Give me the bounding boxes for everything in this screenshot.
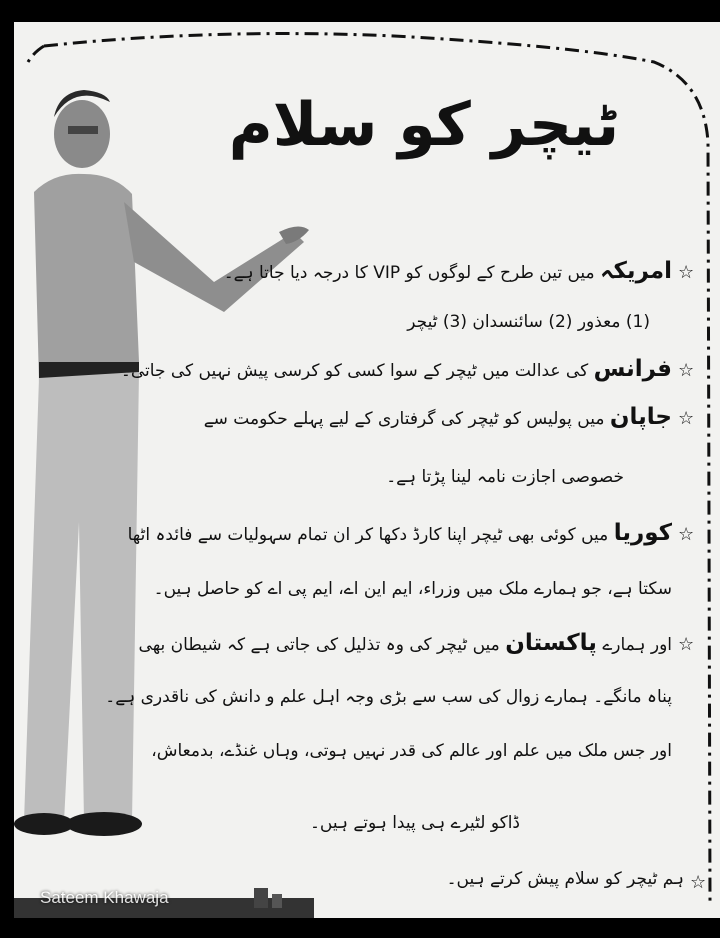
item-text: میں تین طرح کے لوگوں کو VIP کا درجہ دیا جاتا ہے۔ [223,263,595,283]
list-item [310,812,520,833]
list-item [407,312,650,332]
country-name: پاکستان [505,630,597,656]
item-text: میں ٹیچر کی وہ تذلیل کی جاتی ہے کہ شیطان بھی [138,635,500,655]
item-text: میں پولیس کو ٹیچر کی گرفتاری کے لیے پہلے حکومت سے [203,409,605,429]
item-text: سکتا ہے، جو ہمارے ملک میں وزراء، ایم این اے، ایم پی اے کو حاصل ہیں۔ [153,579,672,599]
poster-title: ٹیچر کو سلام [228,90,620,160]
list-item [204,404,672,430]
star-icon: ☆ [678,360,695,381]
item-text: ہم ٹیچر کو سلام پیش کرتے ہیں۔ [446,869,684,889]
item-text: کی عدالت میں ٹیچر کے سوا کسی کو کرسی پیش نہیں کی جاتی۔ [120,361,589,381]
star-icon: ☆ [678,262,695,283]
list-item [139,630,672,656]
item-text: خصوصی اجازت نامہ لینا پڑتا ہے۔ [386,467,624,487]
star-icon: ☆ [678,634,695,655]
list-item [386,466,624,487]
country-name: کوریا [613,520,672,546]
item-prefix: اور ہمارے [602,635,672,655]
item-text: (1) معذور (2) سائنسدان (3) ٹیچر [407,312,650,332]
list-item [128,520,672,546]
list-item [154,578,672,599]
country-name: جاپان [609,404,672,430]
watermark: Sateem Khawaja [40,888,169,907]
poster [14,22,720,918]
star-icon: ☆ [678,408,695,429]
list-item [121,356,672,382]
star-icon: ☆ [678,524,695,545]
content [14,22,720,918]
item-text: پناہ مانگے۔ ہمارے زوال کی سب سے بڑی وجہ اہل علم و دانش کی ناقدری ہے۔ [105,687,672,707]
star-icon: ☆ [690,872,707,893]
country-name: فرانس [593,356,672,382]
item-text: میں کوئی بھی ٹیچر اپنا کارڈ دکھا کر ان تمام سہولیات سے فائدہ اٹھا [127,525,609,545]
item-text: اور جس ملک میں علم اور عالم کی قدر نہیں ہوتی، وہاں غنڈے، بدمعاش، [151,741,672,761]
list-item [151,740,672,761]
country-name: امریکہ [600,258,672,284]
item-text: ڈاکو لٹیرے ہی پیدا ہوتے ہیں۔ [309,813,520,833]
list-item [224,258,672,284]
list-item [105,686,672,707]
list-item [447,868,684,889]
